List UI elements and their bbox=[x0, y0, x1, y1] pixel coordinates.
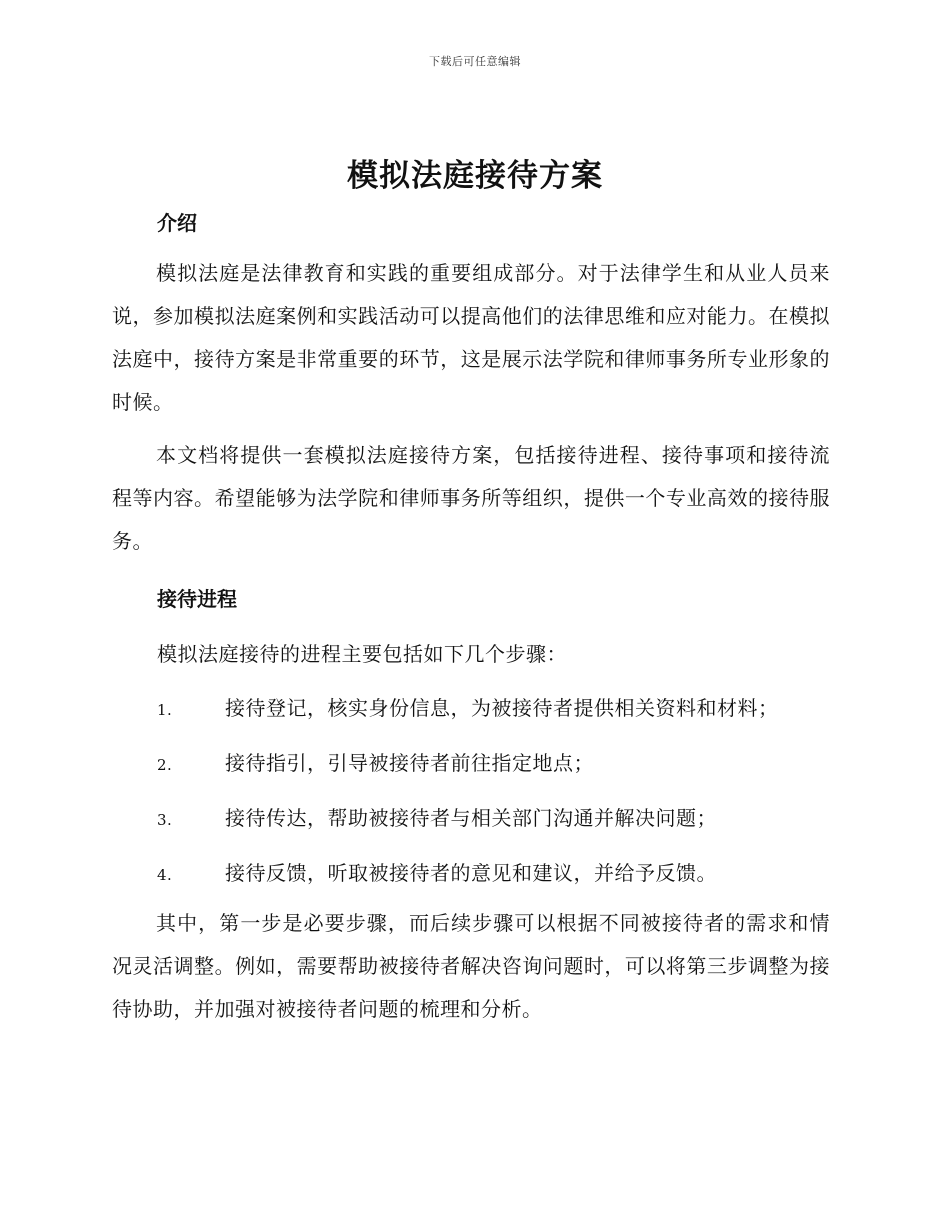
list-number: 1. bbox=[157, 701, 173, 719]
list-text: 接待登记，核实身份信息，为被接待者提供相关资料和材料； bbox=[225, 696, 779, 720]
section-heading-process: 接待进程 bbox=[157, 587, 237, 611]
list-number: 4. bbox=[157, 866, 173, 884]
list-text: 接待传达，帮助被接待者与相关部门沟通并解决问题； bbox=[225, 806, 717, 830]
list-item bbox=[157, 692, 847, 721]
intro-paragraph-2: 本文档将提供一套模拟法庭接待方案，包括接待进程、接待事项和接待流程等内容。希望能够为法学院和律师事务所等组织，提供一个专业高效的接待服务。 bbox=[112, 443, 830, 553]
list-item bbox=[157, 802, 847, 831]
intro-paragraph-1: 模拟法庭是法律教育和实践的重要组成部分。对于法律学生和从业人员来说，参加模拟法庭案例和实践活动可以提高他们的法律思维和应对能力。在模拟法庭中，接待方案是非常重要的环节，这是展示法学院和律师事务所专业形象的时候。 bbox=[112, 261, 830, 414]
list-text: 接待指引，引导被接待者前往指定地点； bbox=[225, 751, 594, 775]
list-text: 接待反馈，听取被接待者的意见和建议，并给予反馈。 bbox=[225, 861, 717, 885]
list-item bbox=[157, 747, 847, 776]
list-item bbox=[157, 857, 847, 886]
document-title: 模拟法庭接待方案 bbox=[347, 158, 603, 194]
process-closing-paragraph: 其中，第一步是必要步骤，而后续步骤可以根据不同被接待者的需求和情况灵活调整。例如，需要帮助被接待者解决咨询问题时，可以将第三步调整为接待协助，并加强对被接待者问题的梳理和分析。 bbox=[112, 911, 830, 1021]
section-heading-intro: 介绍 bbox=[157, 211, 197, 235]
page-header: 下载后可任意编辑 bbox=[429, 55, 521, 68]
list-number: 3. bbox=[157, 811, 173, 829]
list-number: 2. bbox=[157, 756, 173, 774]
process-intro: 模拟法庭接待的进程主要包括如下几个步骤： bbox=[157, 642, 567, 666]
